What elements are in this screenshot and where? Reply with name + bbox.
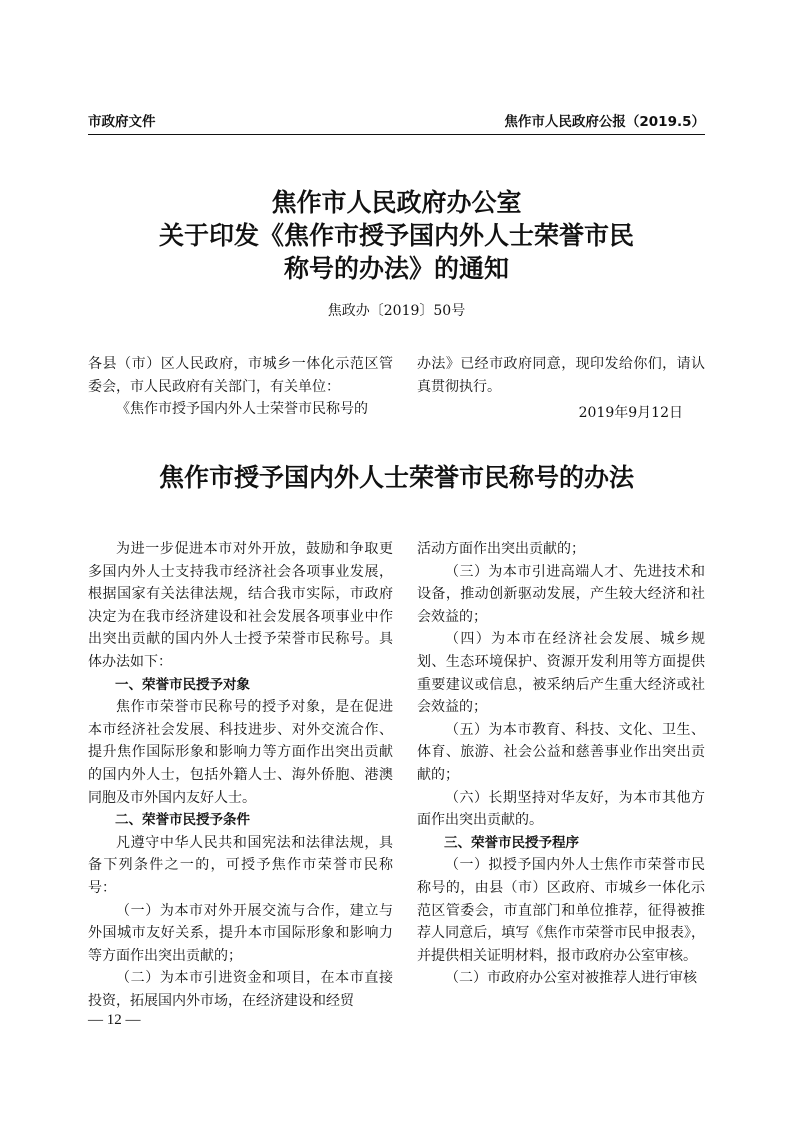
section-1-text: 焦作市荣誉市民称号的授予对象，是在促进本市经济社会发展、科技进步、对外交流合作、提升焦作国际形象和影响力等方面作出突出贡献的国内外人士，包括外籍人士、海外侨胞、港澳同胞及市外国内友好人士。 <box>88 699 393 806</box>
notice-recipients: 各县（市）区人民政府，市城乡一体化示范区管委会，市人民政府有关部门，有关单位： <box>88 356 393 395</box>
section-1-heading: 一、荣誉市民授予对象 <box>115 676 250 693</box>
header-publication-label: 焦作市人民政府公报（2019.5） <box>504 114 705 130</box>
notice-title-line-1: 焦作市人民政府办公室 <box>271 188 522 217</box>
measures-right-column <box>417 538 705 990</box>
condition-4: （四）为本市在经济社会发展、城乡规划、生态环境保护、资源开发利用等方面提供重要建议或信息，被采纳后产生重大经济或社会效益的； <box>417 631 705 716</box>
document-number: 焦政办〔2019〕50号 <box>327 303 466 319</box>
procedure-1: （一）拟授予国内外人士焦作市荣誉市民称号的，由县（市）区政府、市城乡一体化示范区管委会，市直部门和单位推荐，征得被推荐人同意后，填写《焦作市荣誉市民申报表》，并提供相关证明材料，报市政府办公室审核。 <box>417 857 705 964</box>
notice-title <box>88 186 705 285</box>
header-divider <box>88 134 705 135</box>
section-2-heading: 二、荣誉市民授予条件 <box>115 812 250 829</box>
notice-body-start: 《焦作市授予国内外人士荣誉市民称号的 <box>116 401 368 418</box>
section-3-heading: 三、荣誉市民授予程序 <box>444 834 579 851</box>
notice-title-line-2: 关于印发《焦作市授予国内外人士荣誉市民 <box>158 221 634 250</box>
measures-intro: 为进一步促进本市对外开放，鼓励和争取更多国内外人士支持我市经济社会各项事业发展，根据国家有关法律法规，结合我市实际，市政府决定为在我市经济建设和社会发展各项事业中作出突出贡献的国内外人士授予荣誉市民称号。具体办法如下： <box>88 541 393 670</box>
condition-3: （三）为本市引进高端人才、先进技术和设备，推动创新驱动发展，产生较大经济和社会效益的； <box>417 563 705 625</box>
notice-right-column <box>417 353 705 425</box>
page-number: — 12 — <box>88 1012 141 1028</box>
section-2-text: 凡遵守中华人民共和国宪法和法律法规，具备下列条件之一的，可授予焦作市荣誉市民称号： <box>88 834 393 896</box>
condition-2-continued: 活动方面作出突出贡献的； <box>417 541 585 557</box>
measures-title: 焦作市授予国内外人士荣誉市民称号的办法 <box>158 463 634 492</box>
page-header <box>88 110 705 134</box>
notice-left-column <box>88 353 393 421</box>
condition-5: （五）为本市教育、科技、文化、卫生、体育、旅游、社会公益和慈善事业作出突出贡献的； <box>417 721 705 783</box>
measures-left-column <box>88 538 393 1012</box>
header-section-label: 市政府文件 <box>88 114 156 130</box>
condition-6: （六）长期坚持对华友好，为本市其他方面作出突出贡献的。 <box>417 789 705 829</box>
condition-1: （一）为本市对外开展交流与合作，建立与外国城市友好关系，提升本市国际形象和影响力等方面作出突出贡献的； <box>88 902 393 964</box>
notice-date: 2019年9月12日 <box>578 405 683 422</box>
condition-2-start: （二）为本市引进资金和项目，在本市直接投资，拓展国内外市场，在经济建设和经贸 <box>88 970 393 1009</box>
procedure-2-start: （二）市政府办公室对被推荐人进行审核 <box>445 970 697 987</box>
notice-body-continued: 办法》已经市政府同意，现印发给你们，请认真贯彻执行。 <box>417 356 705 395</box>
notice-title-line-3: 称号的办法》的通知 <box>283 254 509 283</box>
